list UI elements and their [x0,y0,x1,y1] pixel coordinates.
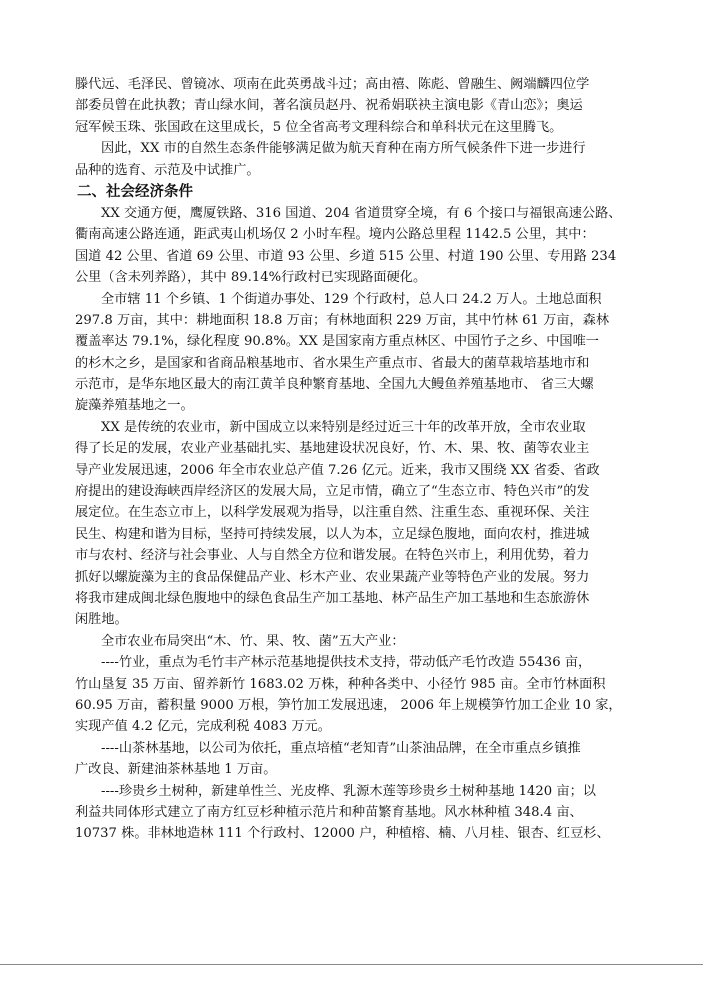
text-line: 衢南高速公路连通，距武夷山机场仅 2 小时车程。境内公路总里程 1142.5 公里，其中： [75,227,595,243]
text-line: 全市辖 11 个乡镇、1 个街道办事处、129 个行政村，总人口 24.2 万人。土地总面积 [101,291,602,307]
text-line: 导产业发展迅速，2006 年全市农业总产值 7.26 亿元。近来，我市又围绕 XX 省委、省政 [75,462,600,478]
text-line: 展定位。在生态立市上，以科学发展观为指导，以注重自然、注重生态、重视环保、关注 [75,505,590,521]
text-line: 广改良、新建油茶林基地 1 万亩。 [75,762,277,778]
text-line: ----山茶林基地，以公司为依托，重点培植“老知青”山茶油品牌，在全市重点乡镇推 [101,740,581,756]
text-line: 实现产值 4.2 亿元，完成利税 4083 万元。 [75,719,331,735]
text-line: 闲胜地。 [75,612,128,628]
text-line: 将我市建成闽北绿色腹地中的绿色食品生产加工基地、林产品生产加工基地和生态旅游休 [75,590,590,606]
footer-divider [0,964,703,965]
text-line: 市与农村、经济与社会事业、人与自然全方位和谐发展。在特色兴市上，利用优势，着力 [75,548,590,564]
text-line: 竹山垦复 35 万亩、留养新竹 1683.02 万株，种种各类中、小径竹 985 亩。全市竹林面积 [75,676,606,692]
text-line: 10737 株。非林地造林 111 个行政村、12000 户，种植榕、楠、八月桂、银杏、红豆杉、 [75,826,610,842]
text-line: 滕代远、毛泽民、曾镜冰、项南在此英勇战斗过；高由禧、陈彪、曾融生、阙端麟四位学 [75,77,590,92]
document-body [75,74,635,845]
text-line: XX 交通方便，鹰厦铁路、316 国道、204 省道贯穿全境，有 6 个接口与福银高速公路、 [101,205,622,221]
text-line: 的杉木之乡，是国家和省商品粮基地市、省水果生产重点市、省最大的菌草栽培基地市和 [75,355,590,371]
text-line: 得了长足的发展，农业产业基础扎实、基地建设状况良好，竹、木、果、牧、菌等农业主 [75,441,590,457]
text-line: 民生、构建和谐为目标，坚持可持续发展，以人为本，立足绿色腹地，面向农村，推进城 [75,526,590,542]
section-heading: 二、社会经济条件 [77,183,193,200]
text-line: 因此，XX 市的自然生态条件能够满足做为航天育种在南方所气候条件下进一步进行 [101,141,586,157]
text-line: ----竹业，重点为毛竹丰产林示范基地提供技术支持，带动低产毛竹改造 55436 亩， [101,655,592,671]
text-line: 覆盖率达 79.1%，绿化程度 90.8%。XX 是国家南方重点林区、中国竹子之乡、中国唯一 [75,334,599,350]
text-line: 297.8 万亩，其中：耕地面积 18.8 万亩；有林地面积 229 万亩，其中竹林 61 万亩，森林 [75,312,610,328]
text-line: 全市农业布局突出“木、竹、果、牧、菌”五大产业： [101,633,405,649]
text-line: XX 是传统的农业市，新中国成立以来特别是经过近三十年的改革开放，全市农业取 [101,419,586,435]
text-line: 抓好以螺旋藻为主的食品保健品产业、杉木产业、农业果蔬产业等特色产业的发展。努力 [75,569,590,585]
text-line: 利益共同体形式建立了南方红豆杉种植示范片和种苗繁育基地。风水林种植 348.4 亩、 [75,804,583,820]
text-line: ----珍贵乡土树种，新建单性兰、光皮桦、乳源木莲等珍贵乡土树种基地 1420 亩；以 [101,783,596,799]
text-line: 府提出的建设海峡西岸经济区的发展大局，立足市情，确立了“生态立市、特色兴市”的发 [75,484,590,500]
text-line: 旋藻养殖基地之一。 [75,398,194,414]
text-line: 部委员曾在此执教；青山绿水间，著名演员赵丹、祝希娟联袂主演电影《青山恋》；奥运 [75,98,583,114]
text-line: 公里（含未列养路），其中 89.14%行政村已实现路面硬化。 [75,270,427,286]
text-line: 60.95 万亩，蓄积量 9000 万根，笋竹加工发展迅速， 2006 年上规模笋竹加工企业 10 家， [75,697,622,713]
text-line: 国道 42 公里、省道 69 公里、市道 93 公里、乡道 515 公里、村道 190 公里、专用路 234 [75,248,617,264]
text-line: 冠军候玉珠、张国政在这里成长，5 位全省高考文理科综合和单科状元在这里腾飞。 [75,119,563,135]
text-line: 示范市，是华东地区最大的南江黄羊良种繁育基地、全国九大鳗鱼养殖基地市、 省三大螺 [75,377,594,393]
text-line: 品种的选育、示范及中试推广。 [75,162,260,178]
